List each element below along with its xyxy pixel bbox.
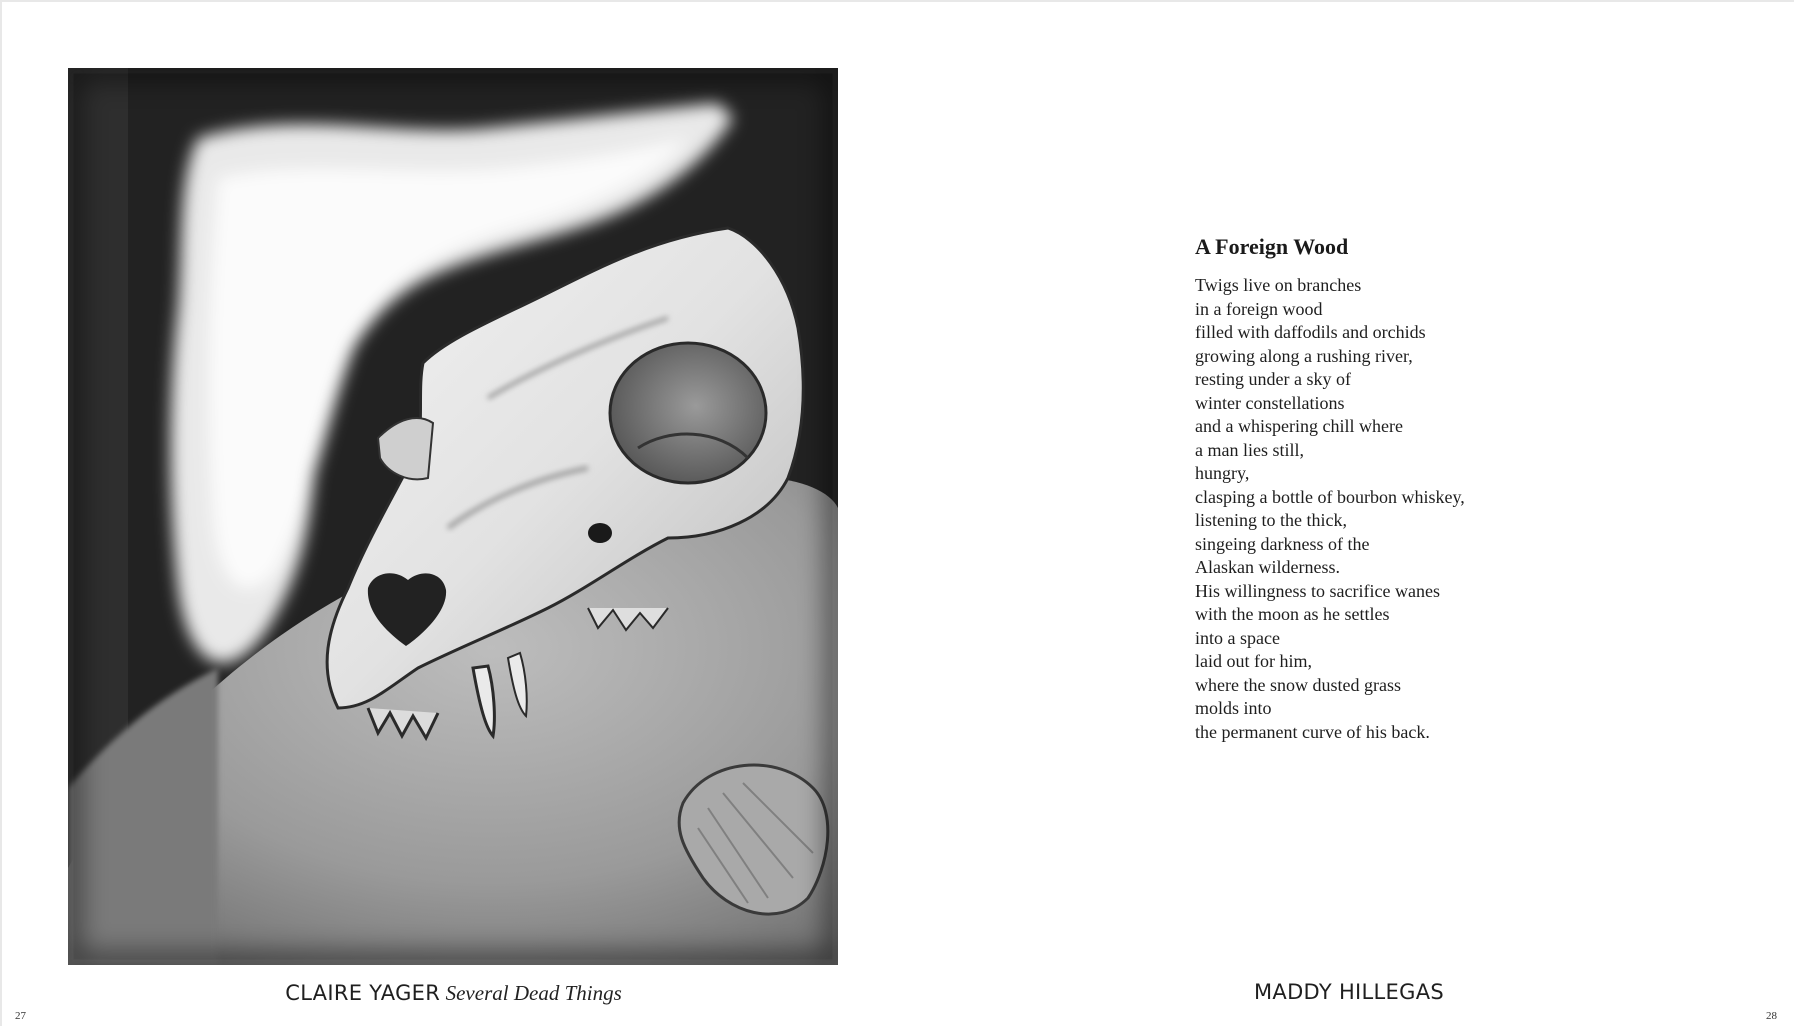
poem-line: His willingness to sacrifice wanes [1195, 580, 1440, 601]
page-number-right: 28 [1766, 1010, 1777, 1022]
poem-line: where the snow dusted grass [1195, 674, 1401, 695]
poem-line: into a space [1195, 627, 1280, 648]
poem-line: singeing darkness of the [1195, 533, 1370, 554]
artwork-title: Several Dead Things [445, 981, 622, 1005]
poem-line: with the moon as he settles [1195, 604, 1390, 624]
poem-line: growing along a rushing river, [1195, 345, 1413, 366]
page-number-left: 27 [15, 1010, 26, 1022]
poem-line: and a whispering chill where [1195, 416, 1403, 436]
poem-line: in a foreign wood [1195, 298, 1323, 319]
skull-drawing [68, 68, 838, 965]
poem-body [1195, 274, 1615, 744]
poem-line: winter constellations [1195, 392, 1345, 413]
poem-line: clasping a bottle of bourbon whiskey, [1195, 486, 1465, 507]
artwork-caption [2, 980, 905, 1006]
poem-line: Alaskan wilderness. [1195, 557, 1340, 577]
author-name: MADDY HILLEGAS [1253, 980, 1444, 1004]
poem-title: A Foreign Wood [1195, 234, 1349, 259]
poem-line: filled with daffodils and orchids [1195, 322, 1426, 342]
artist-name: CLAIRE YAGER [285, 981, 441, 1005]
poem-line: molds into [1195, 698, 1272, 718]
poem [1195, 234, 1615, 744]
poem-line: Twigs live on branches [1195, 275, 1362, 295]
poem-line: listening to the thick, [1195, 510, 1347, 530]
poem-line: resting under a sky of [1195, 369, 1351, 389]
poem-line: laid out for him, [1195, 651, 1312, 671]
author-caption [1152, 980, 1546, 1004]
poem-line: hungry, [1195, 463, 1250, 483]
artwork-image [68, 68, 838, 965]
poem-line: a man lies still, [1195, 439, 1304, 460]
poem-line: the permanent curve of his back. [1195, 721, 1430, 742]
